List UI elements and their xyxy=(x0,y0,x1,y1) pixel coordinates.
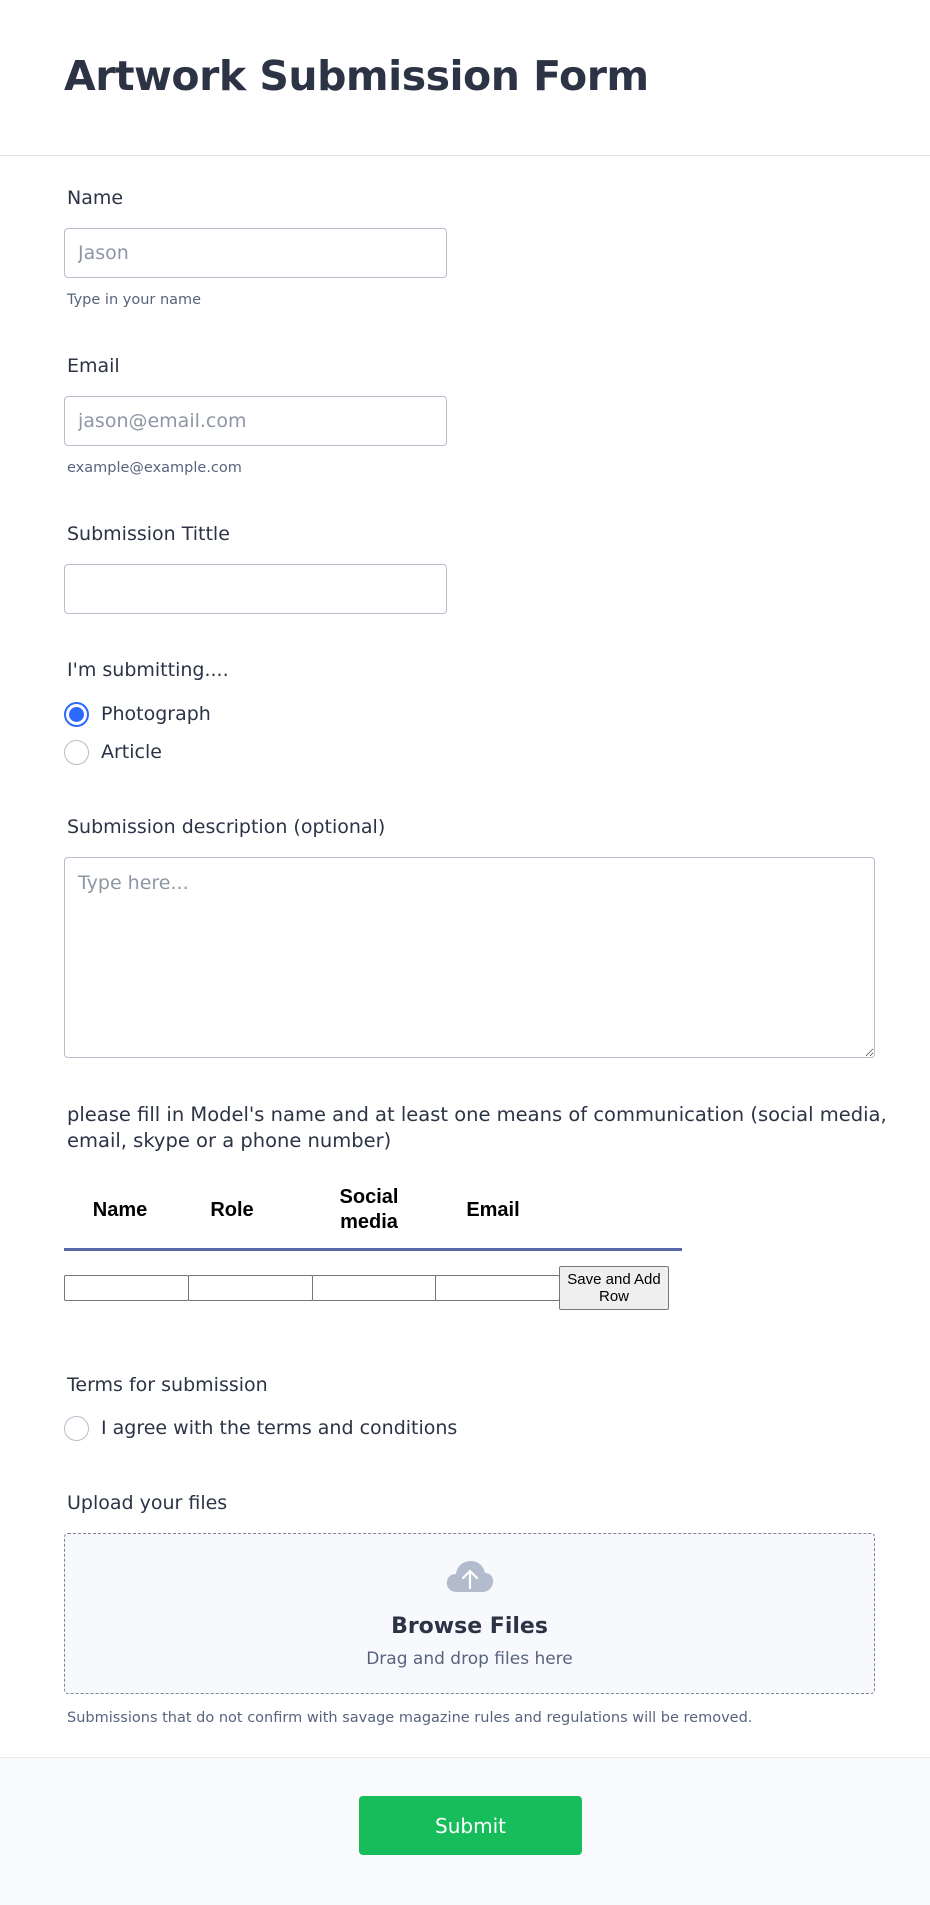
email-label: Email xyxy=(67,355,120,377)
description-textarea[interactable] xyxy=(64,857,875,1058)
description-label: Submission description (optional) xyxy=(67,816,386,838)
terms-label: Terms for submission xyxy=(67,1374,268,1396)
column-header-role: Role xyxy=(210,1198,254,1221)
name-label: Name xyxy=(67,187,124,209)
browse-files-title[interactable]: Browse Files xyxy=(391,1614,548,1639)
email-input[interactable] xyxy=(64,396,447,446)
column-header-name: Name xyxy=(92,1198,148,1221)
name-sublabel: Type in your name xyxy=(67,292,202,308)
radio-button[interactable] xyxy=(64,740,89,765)
column-header-email: Email xyxy=(466,1198,520,1221)
model-social-media-input[interactable] xyxy=(312,1275,437,1301)
submitting-label: I'm submitting.... xyxy=(67,659,229,681)
model-email-input[interactable] xyxy=(435,1275,560,1301)
terms-option-label: I agree with the terms and conditions xyxy=(101,1417,458,1439)
save-and-add-row-button[interactable]: Save and Add Row xyxy=(559,1266,669,1310)
cloud-upload-icon xyxy=(445,1558,495,1594)
radio-option-label: Photograph xyxy=(101,703,211,725)
submission-title-label: Submission Tittle xyxy=(67,523,230,545)
radio-option-article[interactable] xyxy=(64,739,162,765)
radio-option-label: Article xyxy=(101,741,162,763)
form-title: Artwork Submission Form xyxy=(64,52,649,100)
form-footer xyxy=(0,1757,930,1905)
radio-button-checked[interactable] xyxy=(64,702,89,727)
models-question: please fill in Model's name and at least one means of communication (social media, email, skype or a phone number) xyxy=(67,1103,887,1152)
name-input[interactable] xyxy=(64,228,447,278)
submission-disclaimer: Submissions that do not confirm with savage magazine rules and regulations will be removed. xyxy=(67,1710,753,1726)
models-table-header xyxy=(64,1172,682,1251)
email-sublabel: example@example.com xyxy=(67,460,242,476)
form-header xyxy=(0,0,930,156)
file-upload-dropzone[interactable] xyxy=(64,1533,875,1694)
column-header-social-media: Social media xyxy=(339,1186,399,1233)
terms-option[interactable] xyxy=(64,1415,457,1441)
terms-radio[interactable] xyxy=(64,1416,89,1441)
submit-button[interactable]: Submit xyxy=(359,1796,582,1855)
drag-drop-hint: Drag and drop files here xyxy=(366,1649,573,1669)
model-role-input[interactable] xyxy=(188,1275,313,1301)
radio-option-photograph[interactable] xyxy=(64,701,211,727)
model-name-input[interactable] xyxy=(64,1275,189,1301)
upload-label: Upload your files xyxy=(67,1492,228,1514)
submission-title-input[interactable] xyxy=(64,564,447,614)
